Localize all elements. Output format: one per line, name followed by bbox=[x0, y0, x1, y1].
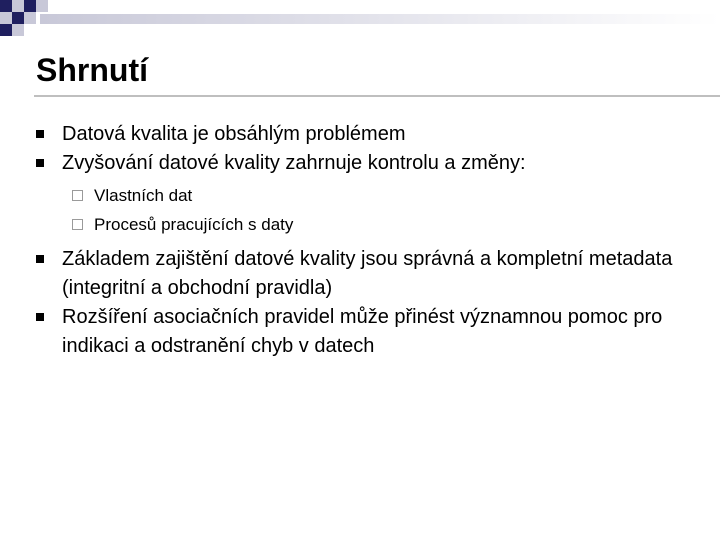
title-divider bbox=[34, 95, 720, 97]
bullet-item bbox=[32, 120, 692, 149]
hollow-square-bullet-icon bbox=[72, 190, 83, 201]
bullet-text: Rozšíření asociačních pravidel může přinést významnou pomoc pro indikaci a odstranění chyb v datech bbox=[62, 306, 663, 357]
bullet-list bbox=[32, 120, 692, 361]
square-bullet-icon bbox=[36, 255, 44, 263]
sub-bullet-text: Vlastních dat bbox=[94, 186, 193, 205]
square-bullet-icon bbox=[36, 313, 44, 321]
slide-title: Shrnutí bbox=[36, 52, 148, 88]
sub-bullet-item bbox=[32, 181, 692, 210]
bullet-item bbox=[32, 303, 692, 361]
square-bullet-icon bbox=[36, 159, 44, 167]
header-decoration bbox=[0, 0, 720, 50]
bullet-item bbox=[32, 245, 692, 303]
hollow-square-bullet-icon bbox=[72, 219, 83, 230]
sub-bullet-text: Procesů pracujících s daty bbox=[94, 215, 294, 234]
bullet-text: Datová kvalita je obsáhlým problémem bbox=[62, 123, 406, 145]
bullet-item bbox=[32, 149, 692, 178]
bullet-text: Zvyšování datové kvality zahrnuje kontrolu a změny: bbox=[62, 152, 526, 174]
sub-bullet-item bbox=[32, 210, 692, 239]
square-bullet-icon bbox=[36, 130, 44, 138]
bullet-text: Základem zajištění datové kvality jsou správná a kompletní metadata (integritní a obchodní pravidla) bbox=[62, 248, 673, 299]
